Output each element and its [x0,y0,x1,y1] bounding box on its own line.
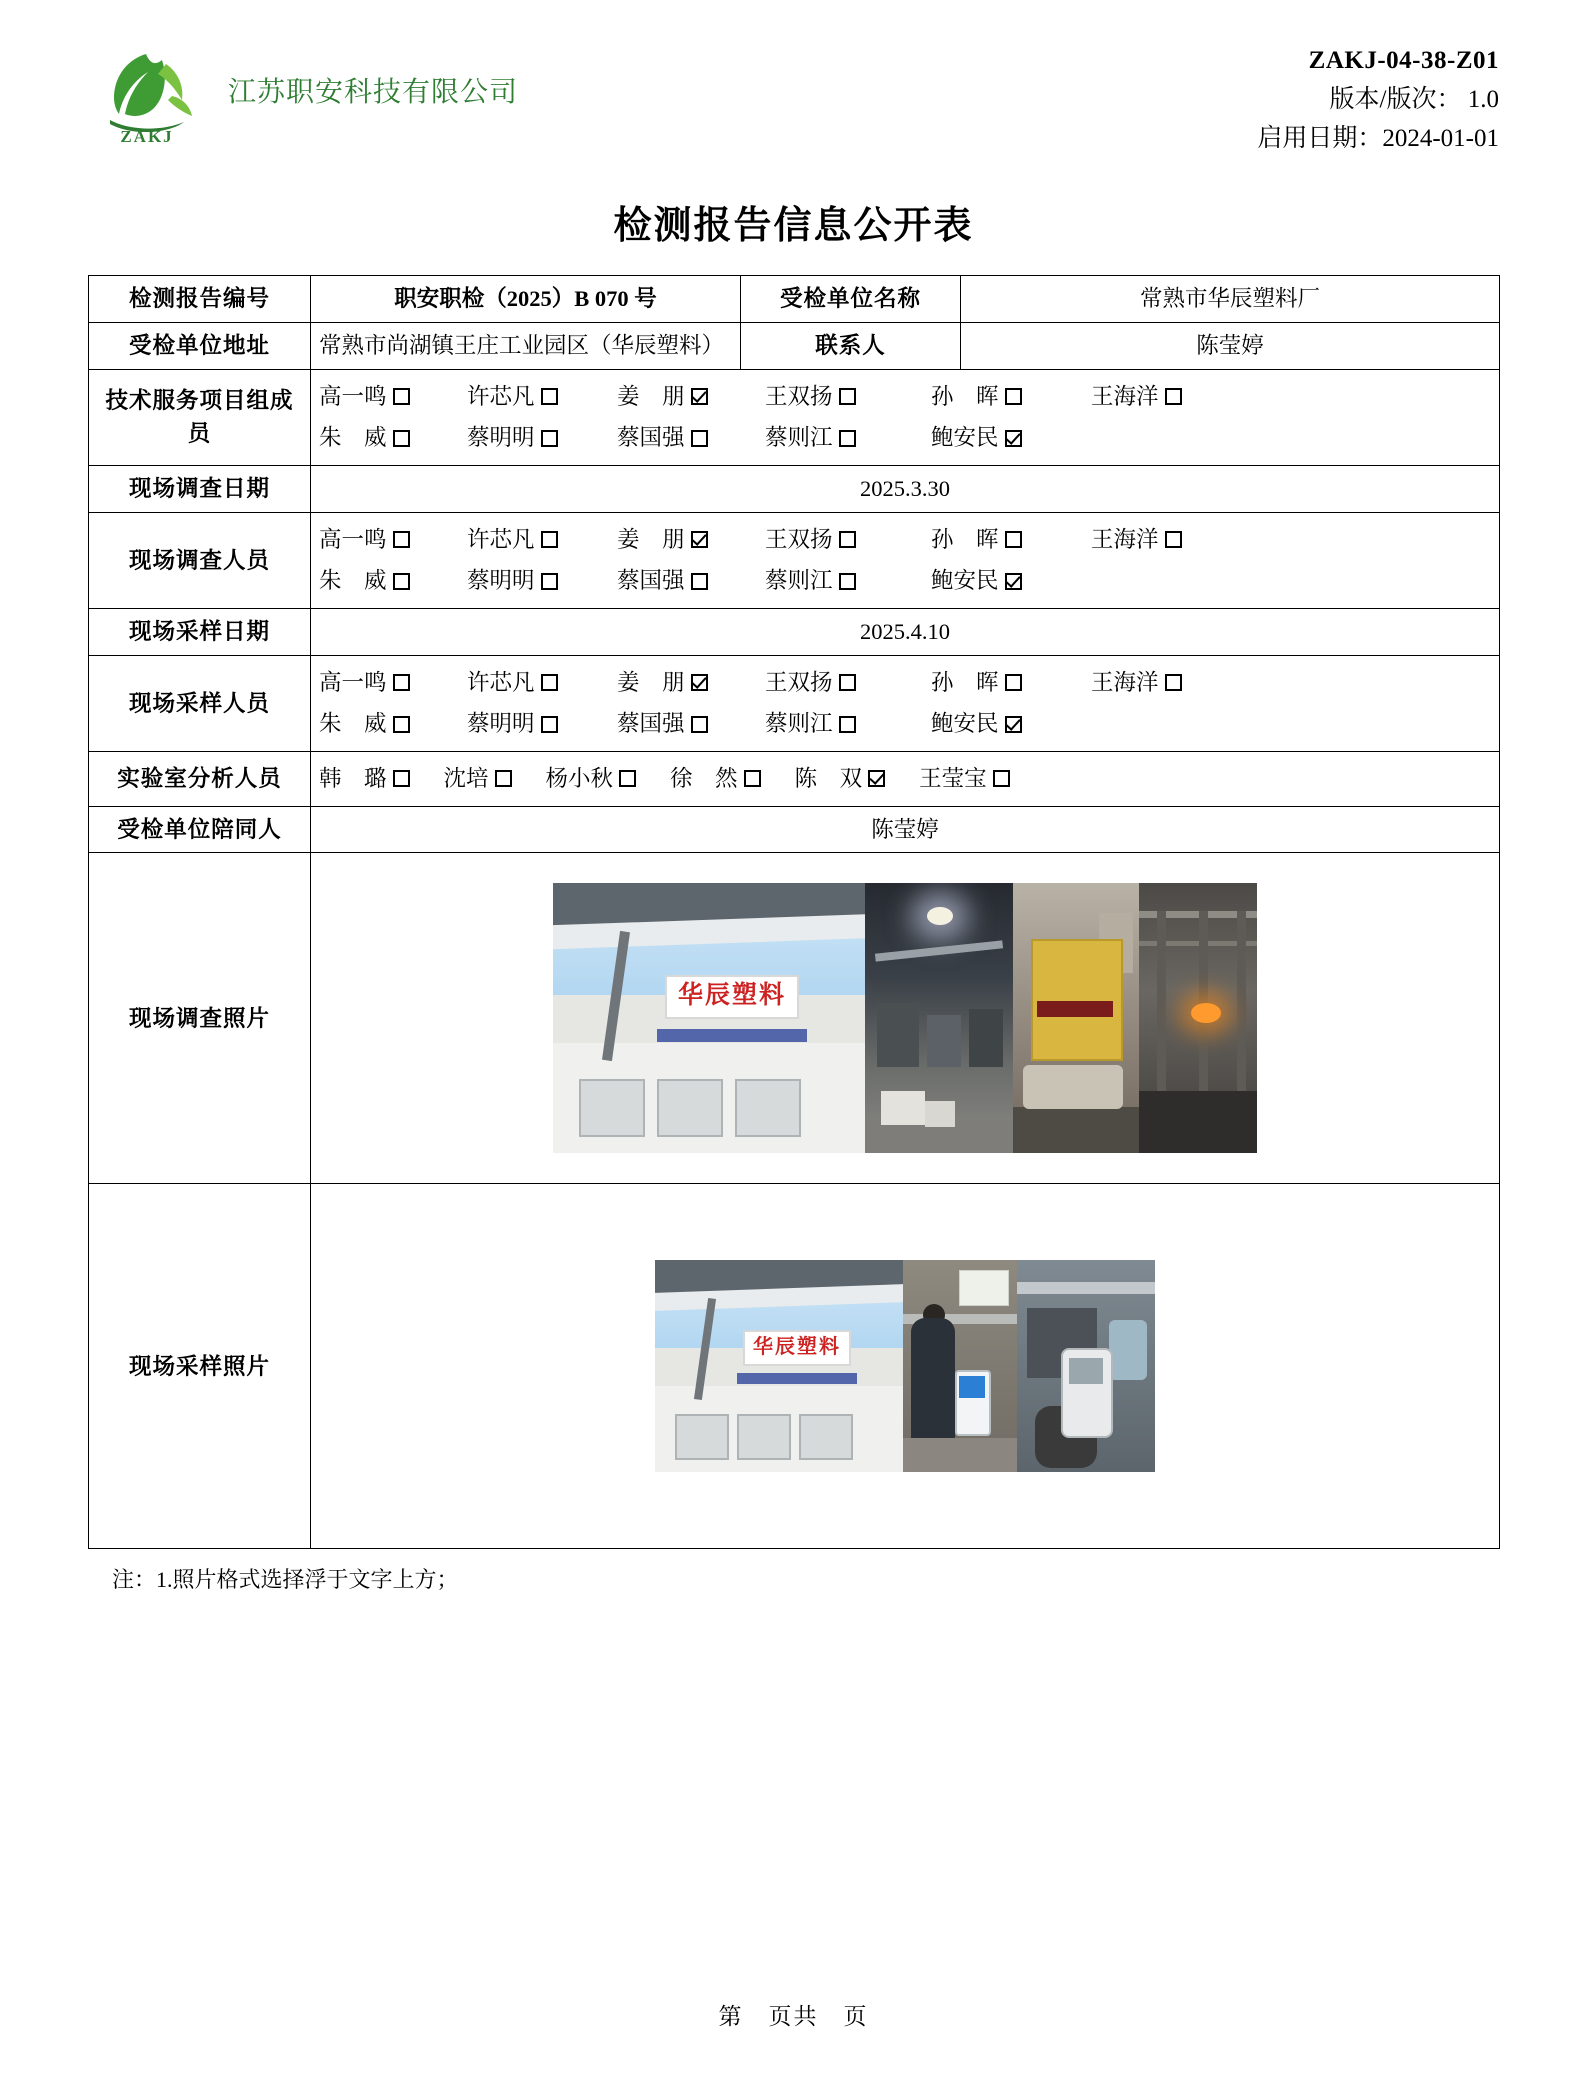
checkbox-item[interactable]: 蔡则江 [765,560,931,602]
checklist-row [319,662,1491,704]
unit-address-value: 常熟市尚湖镇王庄工业园区（华辰塑料） [311,323,741,370]
checkbox-item[interactable]: 韩 璐 [319,758,410,800]
table-row [89,806,1500,853]
checkbox-item[interactable]: 高一鸣 [319,519,467,561]
checkbox[interactable] [541,674,558,691]
report-no-value: 职安职检（2025）B 070 号 [311,276,741,323]
checkbox[interactable] [1165,388,1182,405]
sign-board [743,1330,851,1366]
checkbox-checked[interactable] [691,388,708,405]
contact-label: 联系人 [741,323,961,370]
checkbox-checked[interactable] [1005,430,1022,447]
checkbox-checked[interactable] [691,674,708,691]
survey-photo-strip [319,883,1491,1153]
sampling-photo-strip [319,1260,1491,1472]
checkbox[interactable] [1005,674,1022,691]
checkbox-item[interactable]: 王海洋 [1091,662,1241,704]
checkbox-item[interactable]: 姜 朋 [617,662,765,704]
checkbox-checked[interactable] [1005,573,1022,590]
checkbox-item[interactable]: 蔡明明 [467,560,617,602]
checkbox-item[interactable]: 蔡明明 [467,703,617,745]
checkbox-item[interactable]: 鲍安民 [931,417,1091,459]
checkbox[interactable] [839,430,856,447]
document-meta [1257,34,1499,158]
checkbox-item[interactable]: 王双扬 [765,519,931,561]
checkbox-item[interactable]: 孙 晖 [931,519,1091,561]
table-row [89,512,1500,608]
checkbox[interactable] [1165,531,1182,548]
sampling-staff-checklist [311,655,1500,751]
checkbox-item[interactable]: 王海洋 [1091,376,1241,418]
checkbox-item[interactable]: 朱 威 [319,560,467,602]
unit-address-label: 受检单位地址 [89,323,311,370]
checkbox[interactable] [541,573,558,590]
photo-workshop-interior [865,883,1013,1153]
checkbox[interactable] [1005,388,1022,405]
photo-sampling-pump [903,1260,1017,1472]
checkbox[interactable] [495,770,512,787]
survey-photos-cell [311,853,1500,1184]
checkbox-item[interactable]: 王莹宝 [919,758,1010,800]
escort-label: 受检单位陪同人 [89,806,311,853]
doc-version: 版本/版次： 1.0 [1329,85,1499,113]
checkbox[interactable] [541,716,558,733]
company-brand [88,34,518,146]
checkbox-item[interactable]: 徐 然 [670,758,761,800]
checkbox-item[interactable]: 蔡则江 [765,417,931,459]
lab-staff-checklist [311,752,1500,807]
survey-staff-label: 现场调查人员 [89,512,311,608]
checkbox[interactable] [839,573,856,590]
checkbox-item[interactable]: 王双扬 [765,662,931,704]
photo-yellow-machine [1013,883,1139,1153]
checkbox[interactable] [541,430,558,447]
checkbox-item[interactable]: 高一鸣 [319,376,467,418]
table-row [89,655,1500,751]
team-members-label: 技术服务项目组成员 [89,369,311,465]
checkbox-item[interactable]: 蔡国强 [617,417,765,459]
checkbox[interactable] [839,388,856,405]
team-members-checklist [311,369,1500,465]
company-name: 江苏职安科技有限公司 [228,77,519,108]
sampling-photos-cell [311,1184,1500,1549]
survey-date-label: 现场调查日期 [89,466,311,513]
checkbox-item[interactable]: 陈 双 [795,758,886,800]
survey-date-value: 2025.3.30 [311,466,1500,513]
checkbox-item[interactable]: 孙 晖 [931,662,1091,704]
checkbox[interactable] [691,716,708,733]
escort-value: 陈莹婷 [311,806,1500,853]
checklist-row [319,758,1491,800]
checklist-row [319,376,1491,418]
sampling-staff-label: 现场采样人员 [89,655,311,751]
checkbox[interactable] [744,770,761,787]
report-info-table [88,275,1500,1549]
checkbox[interactable] [393,430,410,447]
checkbox-item[interactable]: 鲍安民 [931,703,1091,745]
checkbox[interactable] [393,770,410,787]
checkbox-checked[interactable] [1005,716,1022,733]
checkbox[interactable] [1165,674,1182,691]
photo-factory-front-sign [655,1260,903,1472]
checkbox[interactable] [839,531,856,548]
checkbox-item[interactable]: 王海洋 [1091,519,1241,561]
checkbox[interactable] [619,770,636,787]
sign-text: 华辰塑料 [753,1336,841,1359]
checkbox-checked[interactable] [691,531,708,548]
checkbox-item[interactable]: 许芯凡 [467,376,617,418]
checkbox-item[interactable]: 许芯凡 [467,662,617,704]
checklist-row [319,417,1491,459]
checkbox-item[interactable]: 蔡明明 [467,417,617,459]
page-title: 检测报告信息公开表 [613,205,974,248]
sign-text: 华辰塑料 [677,982,786,1010]
contact-value: 陈莹婷 [961,323,1500,370]
checkbox-item[interactable]: 沈培 [444,758,512,800]
table-row [89,466,1500,513]
lab-staff-label: 实验室分析人员 [89,752,311,807]
sampling-date-value: 2025.4.10 [311,609,1500,656]
sampling-photos-label: 现场采样照片 [89,1184,311,1549]
checkbox[interactable] [691,430,708,447]
sign-board [665,975,799,1019]
footnote: 注：1.照片格式选择浮于文字上方； [112,1567,459,1593]
checklist-row [319,519,1491,561]
checkbox[interactable] [1005,531,1022,548]
doc-code: ZAKJ-04-38-Z01 [1308,47,1499,74]
checkbox-item[interactable]: 许芯凡 [467,519,617,561]
checkbox-item[interactable]: 蔡国强 [617,703,765,745]
photo-handheld-meter [1017,1260,1155,1472]
checkbox-item[interactable]: 王双扬 [765,376,931,418]
table-row [89,369,1500,465]
checkbox-item[interactable]: 姜 朋 [617,376,765,418]
checkbox-item[interactable]: 蔡则江 [765,703,931,745]
report-no-label: 检测报告编号 [89,276,311,323]
checkbox-item[interactable]: 蔡国强 [617,560,765,602]
checkbox[interactable] [541,531,558,548]
unit-name-label: 受检单位名称 [741,276,961,323]
table-row [89,609,1500,656]
table-row [89,752,1500,807]
photo-workshop-sparks [1139,883,1257,1153]
checklist-row [319,703,1491,745]
checkbox[interactable] [393,388,410,405]
checkbox-item[interactable]: 高一鸣 [319,662,467,704]
survey-staff-checklist [311,512,1500,608]
checkbox[interactable] [839,674,856,691]
checkbox-item[interactable]: 朱 威 [319,417,467,459]
checkbox[interactable] [839,716,856,733]
checkbox-item[interactable]: 朱 威 [319,703,467,745]
document-header [88,0,1499,158]
checkbox-item[interactable]: 孙 晖 [931,376,1091,418]
checkbox[interactable] [691,573,708,590]
photo-factory-front-sign [553,883,865,1153]
sampling-date-label: 现场采样日期 [89,609,311,656]
checkbox[interactable] [541,388,558,405]
zakj-logo-icon [88,34,206,146]
svg-text:ZAKJ: ZAKJ [120,127,174,146]
table-row [89,853,1500,1184]
checkbox[interactable] [993,770,1010,787]
unit-name-value: 常熟市华辰塑料厂 [961,276,1500,323]
page-footer: 第 页共 页 [718,2004,869,2029]
table-row [89,1184,1500,1549]
checkbox-checked[interactable] [868,770,885,787]
checklist-row [319,560,1491,602]
table-row [89,276,1500,323]
checkbox-item[interactable]: 鲍安民 [931,560,1091,602]
checkbox[interactable] [393,573,410,590]
checkbox-item[interactable]: 杨小秋 [546,758,637,800]
doc-effective-date: 启用日期：2024-01-01 [1257,124,1499,152]
checkbox[interactable] [393,716,410,733]
table-row [89,323,1500,370]
checkbox[interactable] [393,674,410,691]
checkbox-item[interactable]: 姜 朋 [617,519,765,561]
checkbox[interactable] [393,531,410,548]
survey-photos-label: 现场调查照片 [89,853,311,1184]
